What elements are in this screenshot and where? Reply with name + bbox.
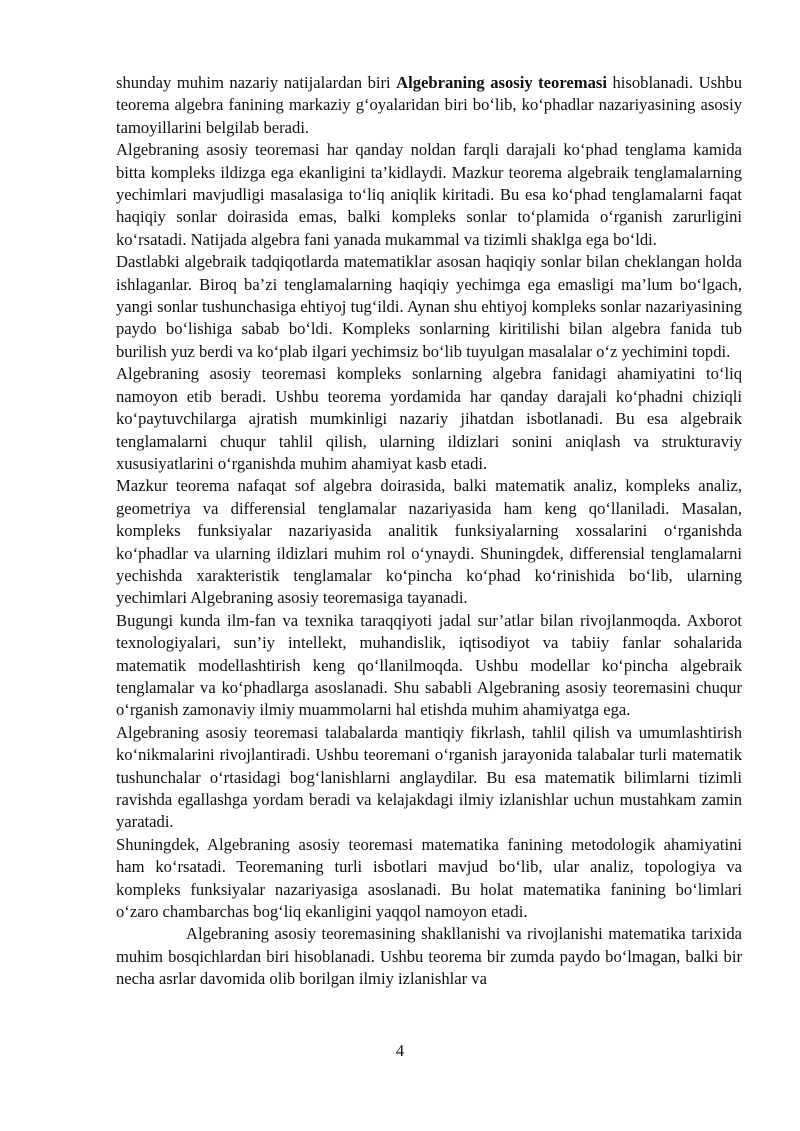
- paragraph-7: Algebraning asosiy teoremasi talabalarda mantiqiy fikrlash, tahlil qilish va umumlashtirish ko‘nikmalarini rivojlantiradi. Ushbu teoremani o‘rganish jarayonida talabalar turli matematik tushunchalar o‘rtasidagi bog‘lanishlarni anglaydilar. Bu esa matematik bilimlarni tizimli ravishda egallashga yordam beradi va kelajakdagi ilmiy izlanishlar uchun mustahkam zamin yaratadi.: [116, 722, 742, 832]
- paragraph-2: Algebraning asosiy teoremasi har qanday noldan farqli darajali ko‘phad tenglama kamida bitta kompleks ildizga ega ekanligini ta’kidlaydi. Mazkur teorema algebraik tenglamalarning yechimlari mavjudligi masalasiga to‘liq aniqlik kiritadi. Bu esa ko‘phad tenglamalarni faqat haqiqiy sonlar doirasida emas, balki kompleks sonlar to‘plamida o‘rganish zarurligini ko‘rsatadi. Natijada algebra fani yanada mukammal va tizimli shaklga ega bo‘ldi.: [116, 140, 742, 249]
- paragraph-8: Shuningdek, Algebraning asosiy teoremasi matematika fanining metodologik ahamiyatini ham ko‘rsatadi. Teoremaning turli isbotlari mavjud bo‘lib, ular analiz, topologiya va kompleks funksiyalar nazariyasiga asoslanadi. Bu holat matematika fanining bo‘limlari o‘zaro chambarchas bog‘liq ekanligini yaqqol namoyon etadi.: [116, 834, 742, 922]
- paragraph-1-lead: shunday muhim nazariy natijalardan biri: [116, 73, 397, 92]
- page-number: 4: [395, 1041, 405, 1060]
- paragraph-3: Dastlabki algebraik tadqiqotlarda matematiklar asosan haqiqiy sonlar bilan cheklangan holda ishlaganlar. Biroq ba’zi tenglamalarning haqiqiy yechimga ega emasligi ma’lum bo‘lgach, yangi sonlar tushunchasiga ehtiyoj tug‘ildi. Aynan shu ehtiyoj kompleks sonlar nazariyasining paydo bo‘lishiga sabab bo‘ldi. Kompleks sonlarning kiritilishi bilan algebra fanida tub burilish yuz berdi va ko‘plab ilgari yechimsiz bo‘lib tuyulgan masalalar o‘z yechimini topdi.: [116, 252, 742, 361]
- paragraph-9: Algebraning asosiy teoremasining shakllanishi va rivojlanishi matematika tarixida muhim bosqichlardan biri hisoblanadi. Ushbu teorema bir zumda paydo bo‘lmagan, balki bir necha asrlar davomida olib borilgan ilmiy izlanishlar va: [116, 924, 742, 989]
- paragraph-1-rest: hisoblanadi. Ushbu teorema algebra fanining markaziy g‘oyalaridan biri bo‘lib, ko‘phadlar nazariyasining asosiy tamoyillarini belgilab beradi.: [116, 73, 742, 137]
- theorem-name-bold: Algebraning asosiy teoremasi: [396, 73, 607, 92]
- paragraph-6: Bugungi kunda ilm-fan va texnika taraqqiyoti jadal sur’atlar bilan rivojlanmoqda. Axborot texnologiyalari, sun’iy intellekt, muhandislik, iqtisodiyot va tabiiy fanlar sohalarida matematik modellashtirish keng qo‘llanilmoqda. Ushbu modellar ko‘pincha algebraik tenglamalar va ko‘phadlarga asoslanadi. Shu sababli Algebraning asosiy teoremasini chuqur o‘rganish zamonaviy ilmiy muammolarni hal etishda muhim ahamiyatga ega.: [116, 610, 742, 720]
- document-page: [116, 72, 742, 991]
- paragraph-4: Algebraning asosiy teoremasi kompleks sonlarning algebra fanidagi ahamiyatini to‘liq namoyon etib beradi. Ushbu teorema yordamida har qanday darajali ko‘phadni chiziqli ko‘paytuvchilarga ajratish mumkinligi nazariy jihatdan isbotlanadi. Bu esa algebraik tenglamalarni chuqur tahlil qilish, ularning ildizlari sonini aniqlash va strukturaviy xususiyatlarini o‘rganishda muhim ahamiyat kasb etadi.: [116, 364, 742, 473]
- paragraph-1: [116, 72, 742, 139]
- paragraph-5: Mazkur teorema nafaqat sof algebra doirasida, balki matematik analiz, kompleks analiz, geometriya va differensial tenglamalar nazariyasida ham keng qo‘llaniladi. Masalan, kompleks funksiyalar nazariyasida analitik funksiyalarning xossalarini o‘rganishda ko‘phadlar va ularning ildizlari muhim rol o‘ynaydi. Shuningdek, differensial tenglamalarni yechishda xarakteristik tenglamalar ko‘pincha ko‘phad ko‘rinishida bo‘lib, ularning yechimlari Algebraning asosiy teoremasiga tayanadi.: [116, 476, 742, 608]
